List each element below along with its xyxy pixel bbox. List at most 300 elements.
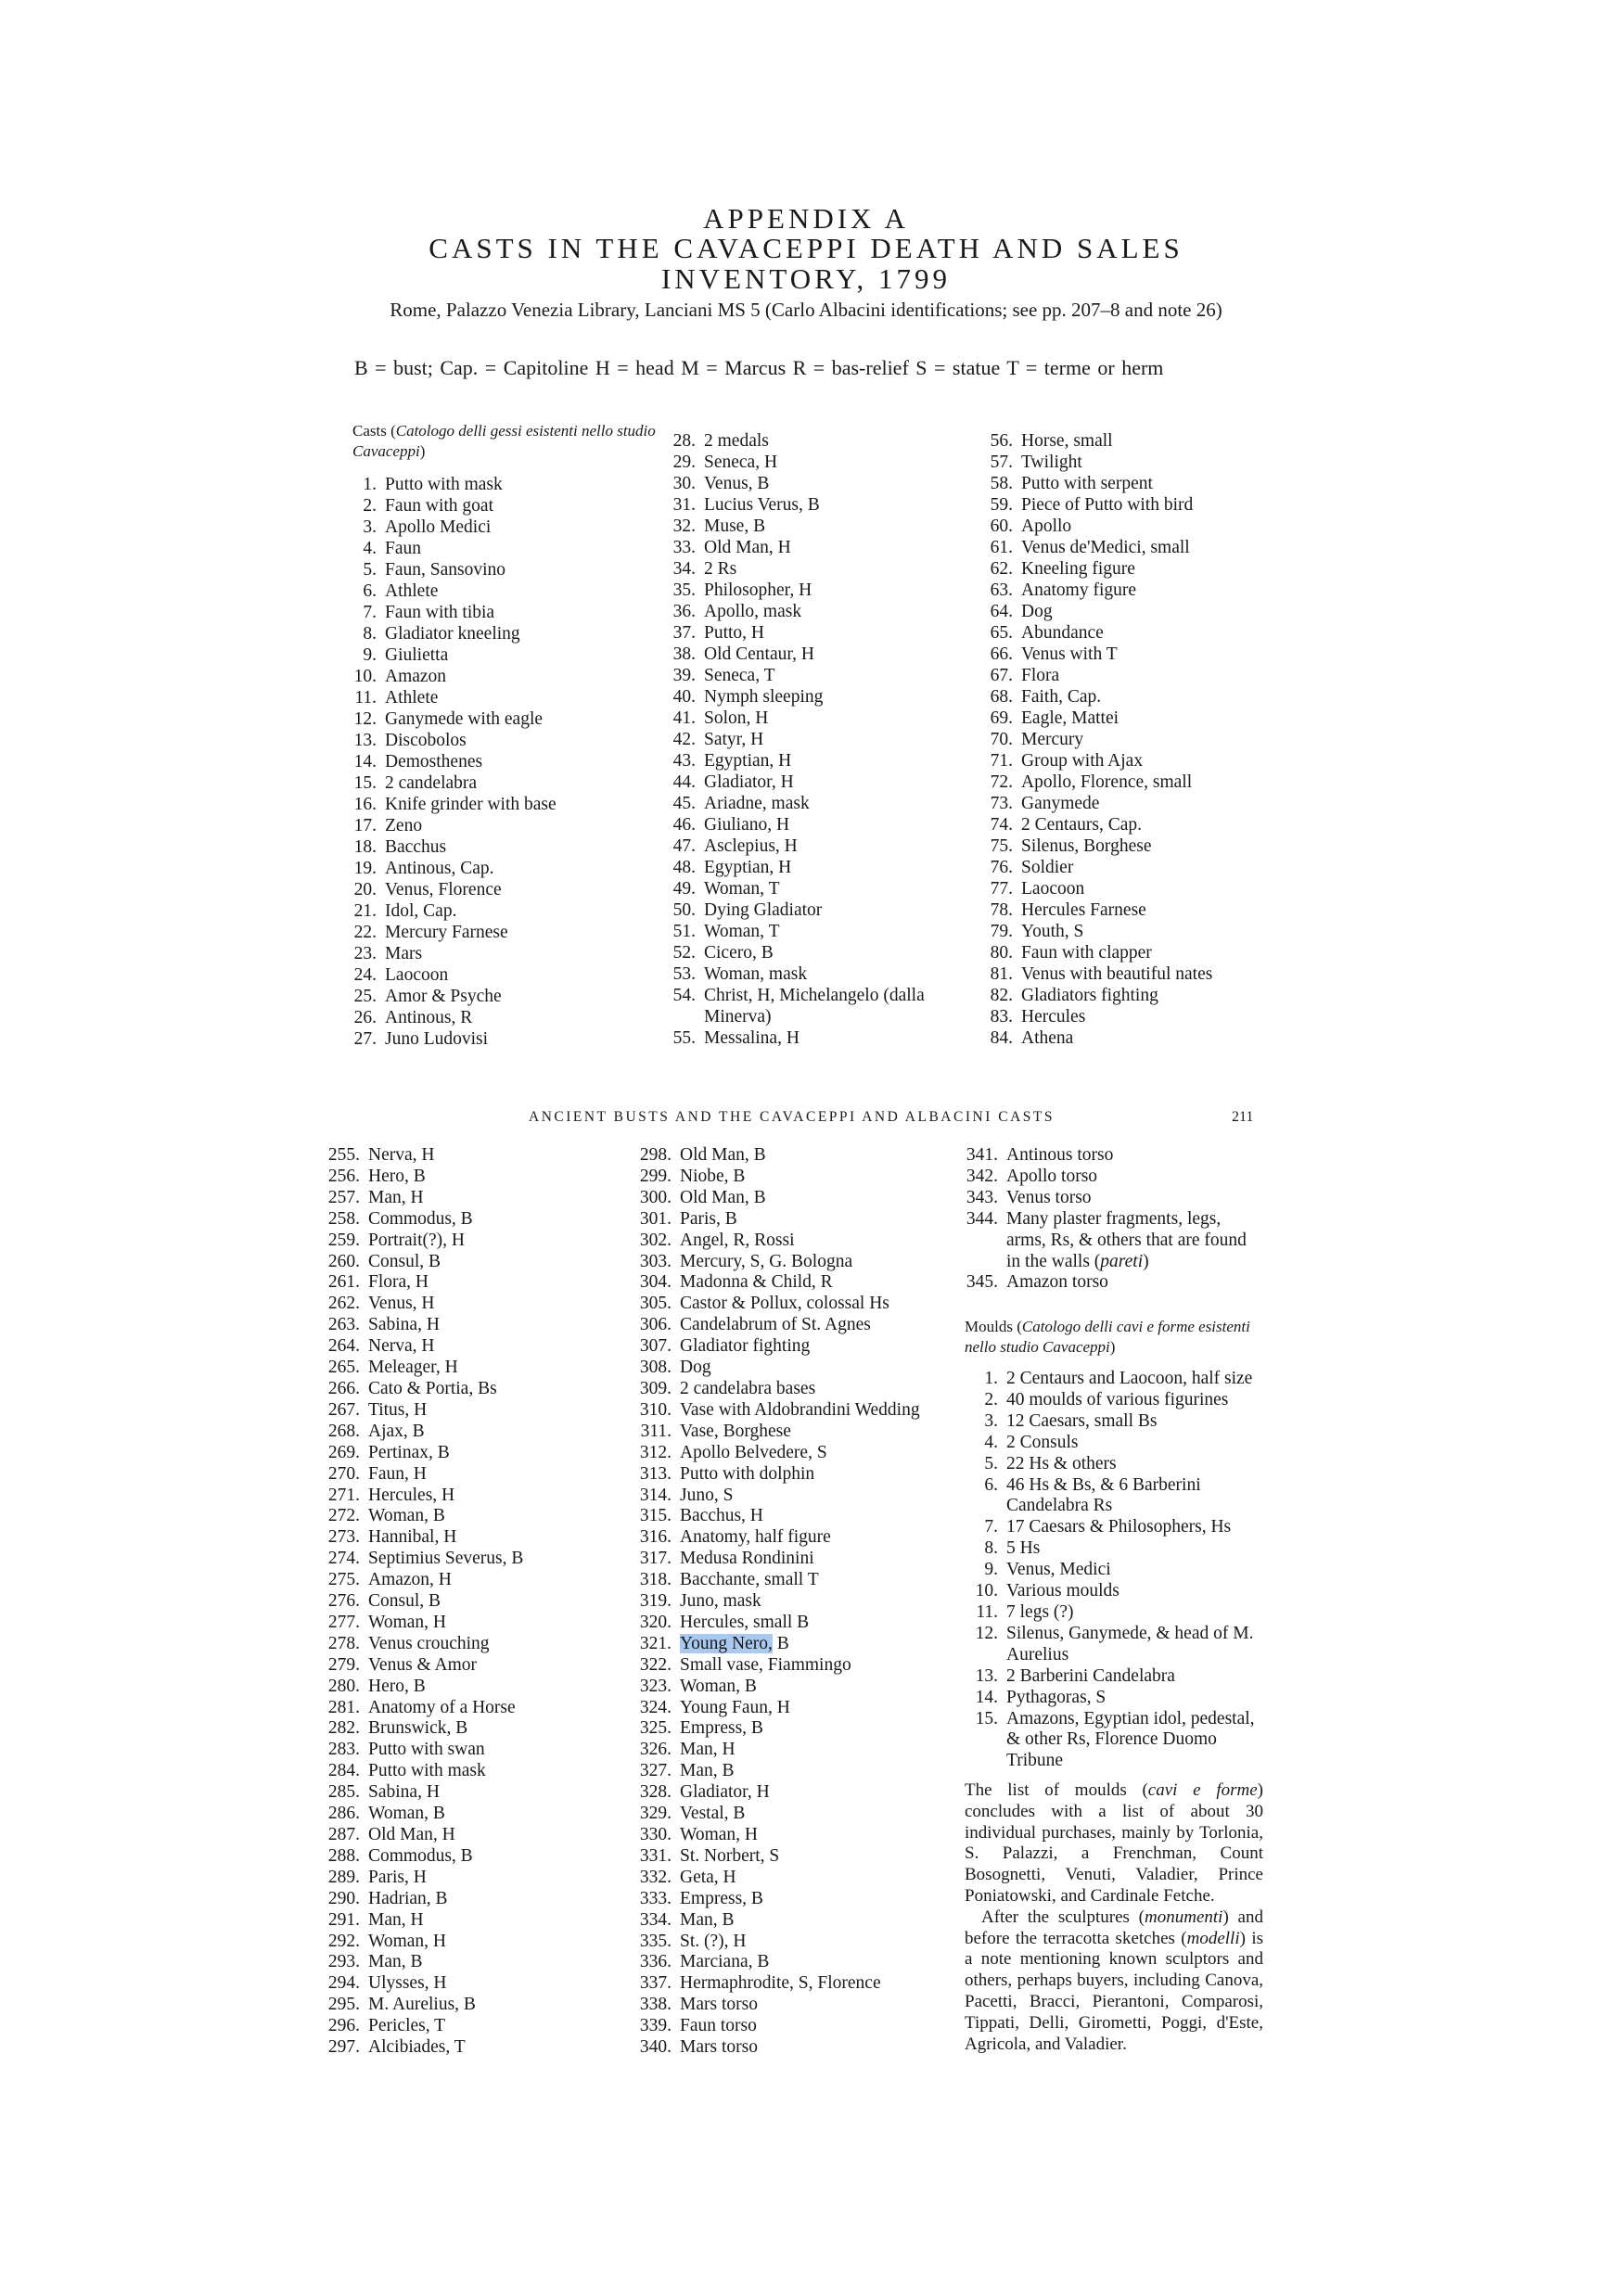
cast-item — [343, 1028, 621, 1050]
item-number: 30. — [672, 474, 696, 493]
appendix-title: APPENDIX A — [703, 202, 909, 235]
item-number: 286. — [327, 1804, 360, 1824]
item-number: 308. — [639, 1358, 672, 1378]
item-label: Paris, B — [680, 1208, 737, 1229]
cast-item — [343, 644, 621, 666]
item-number: 78. — [990, 900, 1013, 920]
moulds-heading-title: Catologo delli cavi e forme esistenti nello studio Cavaceppi — [965, 1318, 1250, 1356]
cast-item — [326, 1846, 605, 1868]
item-text — [672, 1400, 920, 1422]
item-text — [377, 794, 557, 815]
item-text — [696, 899, 822, 921]
item-number: 72. — [990, 772, 1013, 792]
item-label: Various moulds — [1006, 1581, 1119, 1601]
cast-item — [979, 644, 1295, 665]
moulds-heading-label: Moulds ( — [965, 1318, 1022, 1335]
item-text — [1013, 1006, 1085, 1027]
para1-text-b: ) concludes with a list of about 30 individual purchases, mainly by Torlonia, S. Palazzi, a Frenchman, Count Bosognetti, Venuti, Valadier, Prince Poniatowski, and Cardinale Fetche. — [965, 1780, 1263, 1906]
item-text — [360, 1761, 486, 1782]
item-label: Mars torso — [680, 1995, 758, 2015]
item-text — [1013, 686, 1101, 708]
item-text — [998, 1602, 1074, 1624]
item-label: 2 candelabra bases — [680, 1378, 816, 1398]
item-text — [672, 1252, 852, 1273]
item-text — [998, 1581, 1119, 1602]
item-number: 288. — [327, 1845, 360, 1866]
cast-item — [638, 1718, 953, 1740]
cast-item — [979, 878, 1295, 899]
item-text — [696, 708, 768, 729]
item-text — [360, 2037, 466, 2059]
item-number: 282. — [327, 1718, 360, 1739]
cast-item — [326, 1613, 605, 1634]
item-label: 2 Centaurs, Cap. — [1021, 815, 1142, 835]
item-number: 19. — [353, 859, 377, 878]
item-text — [1013, 814, 1142, 835]
item-label: Woman, B — [680, 1676, 757, 1696]
item-text — [672, 1570, 819, 1591]
cast-item — [343, 730, 621, 751]
item-label: Soldier — [1021, 858, 1074, 877]
item-label: 2 Centaurs and Laocoon, half size — [1006, 1369, 1253, 1388]
item-text — [360, 1570, 452, 1591]
item-text — [377, 495, 493, 517]
item-text — [360, 1464, 427, 1486]
item-text — [377, 623, 520, 644]
item-label: Faith, Cap. — [1021, 687, 1102, 707]
item-label: Hercules Farnese — [1021, 900, 1146, 920]
cast-item — [638, 1167, 953, 1188]
item-number: 329. — [639, 1804, 672, 1824]
mould-item — [965, 1709, 1263, 1773]
item-number: 54. — [672, 986, 696, 1005]
cast-item — [979, 750, 1295, 772]
cast-item — [326, 1868, 605, 1889]
item-number: 294. — [327, 1973, 360, 1994]
item-text — [696, 516, 765, 537]
cast-item — [638, 1145, 953, 1167]
item-text — [672, 1336, 810, 1358]
cast-item — [662, 644, 968, 665]
item-number: 3. — [363, 517, 377, 537]
cast-item — [343, 687, 621, 708]
item-label: Mercury — [1021, 730, 1084, 749]
item-text — [360, 1910, 424, 1932]
cast-item — [326, 1486, 605, 1507]
item-text — [377, 708, 543, 730]
item-number: 6. — [363, 581, 377, 601]
item-label: Hercules, H — [368, 1485, 455, 1505]
item-number: 76. — [990, 858, 1013, 877]
item-text — [998, 1560, 1111, 1581]
item-number: 40. — [672, 687, 696, 707]
cast-item — [979, 729, 1295, 750]
item-number: 310. — [639, 1399, 672, 1420]
item-text — [998, 1411, 1157, 1433]
item-text — [672, 1952, 769, 1973]
item-number: 256. — [327, 1166, 360, 1186]
item-number: 35. — [672, 580, 696, 600]
item-number: 324. — [639, 1697, 672, 1717]
item-text — [360, 1655, 477, 1677]
item-text — [360, 1782, 440, 1804]
cast-item — [965, 1272, 1263, 1294]
item-text — [1013, 921, 1083, 942]
item-text — [696, 452, 777, 473]
item-number: 18. — [353, 837, 377, 857]
mould-item — [965, 1390, 1263, 1411]
cast-item — [638, 1932, 953, 1953]
item-text — [672, 1379, 815, 1400]
cast-item — [326, 1464, 605, 1486]
item-label: 2 Consuls — [1006, 1432, 1079, 1452]
item-number: 12. — [353, 709, 377, 729]
item-label: Faun — [385, 539, 421, 558]
cast-item — [638, 1782, 953, 1804]
item-text — [360, 1400, 427, 1422]
appendix-subtitle-line2: INVENTORY, 1799 — [660, 262, 952, 295]
cast-item — [638, 1252, 953, 1273]
item-number: 27. — [353, 1029, 377, 1049]
casts-heading — [352, 421, 668, 462]
cast-item — [343, 580, 621, 602]
item-label: Titus, H — [368, 1399, 428, 1420]
mould-item — [965, 1688, 1263, 1709]
item-text — [672, 1272, 833, 1294]
cast-item — [979, 537, 1295, 558]
item-text — [672, 1846, 779, 1868]
item-number: 312. — [639, 1442, 672, 1462]
cast-item — [326, 1591, 605, 1613]
item-number: 25. — [353, 987, 377, 1006]
item-label: Zeno — [385, 816, 423, 835]
item-label: Young Faun, H — [680, 1697, 790, 1717]
item-text — [360, 1336, 434, 1358]
item-number: 8. — [984, 1538, 998, 1559]
item-text — [672, 1761, 735, 1782]
cast-item — [979, 857, 1295, 878]
item-label: Castor & Pollux, colossal Hs — [680, 1294, 889, 1314]
cast-item — [662, 601, 968, 622]
item-label: Hercules, small B — [680, 1612, 810, 1632]
item-text — [672, 1188, 766, 1209]
item-text — [360, 1272, 429, 1294]
item-text — [1013, 558, 1135, 580]
mould-item — [965, 1560, 1263, 1581]
item-number: 277. — [327, 1612, 360, 1632]
cast-item — [662, 835, 968, 857]
item-text — [360, 1252, 441, 1273]
item-label: Ganymede — [1021, 794, 1100, 813]
cast-item — [638, 1294, 953, 1315]
item-number: 22. — [353, 923, 377, 942]
cast-item — [326, 2037, 605, 2059]
item-label: Venus & Amor — [368, 1654, 477, 1675]
item-text — [377, 644, 448, 666]
item-text — [377, 964, 448, 986]
item-number: 12. — [975, 1623, 998, 1643]
item-label: Septimius Severus, B — [368, 1549, 524, 1569]
item-number: 16. — [353, 795, 377, 814]
item-label: Flora, H — [368, 1272, 429, 1293]
item-number: 301. — [639, 1208, 672, 1229]
mould-item — [965, 1581, 1263, 1602]
item-number: 6. — [984, 1474, 998, 1495]
item-text — [672, 2037, 758, 2059]
item-label: Portrait(?), H — [368, 1230, 465, 1250]
item-text — [1013, 1027, 1073, 1049]
cast-item — [638, 1506, 953, 1527]
item-text — [377, 687, 438, 708]
item-label: Kneeling figure — [1021, 559, 1135, 579]
item-label: 5 Hs — [1006, 1538, 1041, 1559]
cast-item — [638, 2016, 953, 2037]
item-text — [360, 1549, 523, 1570]
item-text — [672, 1145, 766, 1167]
item-text — [377, 602, 494, 623]
item-number: 316. — [639, 1527, 672, 1548]
item-number: 311. — [640, 1421, 672, 1441]
item-text — [1013, 729, 1083, 750]
item-label: Laocoon — [385, 965, 449, 985]
mould-item — [965, 1411, 1263, 1433]
mould-item — [965, 1475, 1263, 1518]
item-number: 7. — [984, 1517, 998, 1537]
cast-item — [662, 921, 968, 942]
item-number: 269. — [327, 1442, 360, 1462]
item-label: Old Centaur, H — [704, 644, 814, 664]
item-number: 10. — [975, 1581, 998, 1601]
item-number: 47. — [672, 836, 696, 856]
item-text — [998, 1167, 1097, 1188]
item-label: Man, B — [680, 1909, 735, 1930]
item-number: 302. — [639, 1230, 672, 1250]
item-label: Group with Ajax — [1021, 751, 1144, 771]
item-number: 34. — [672, 559, 696, 579]
cast-item — [326, 1167, 605, 1188]
item-text — [696, 857, 791, 878]
item-number: 71. — [990, 751, 1013, 771]
cast-item — [662, 814, 968, 835]
item-text — [1013, 494, 1193, 516]
item-number: 58. — [990, 474, 1013, 493]
item-text — [377, 517, 491, 538]
item-label: Niobe, B — [680, 1166, 746, 1186]
item-label: 40 moulds of various figurines — [1006, 1389, 1229, 1409]
cast-item — [979, 430, 1295, 452]
item-label: Woman, H — [368, 1612, 446, 1632]
cast-item — [343, 879, 621, 900]
cast-item — [662, 793, 968, 814]
item-number: 24. — [353, 965, 377, 985]
casts-column-2 — [662, 430, 968, 1049]
item-text — [377, 666, 446, 687]
item-number: 5. — [984, 1453, 998, 1473]
item-text — [360, 1613, 446, 1634]
item-number: 339. — [639, 2016, 672, 2036]
item-label: Faun, Sansovino — [385, 560, 506, 580]
item-text — [696, 729, 763, 750]
item-label: Geta, H — [680, 1867, 736, 1887]
cast-item — [638, 1422, 953, 1443]
item-label: Dog — [1021, 602, 1053, 621]
item-text — [998, 1688, 1106, 1709]
cast-item — [326, 1336, 605, 1358]
item-label-tail: ) — [1143, 1251, 1149, 1271]
item-number: 283. — [327, 1740, 360, 1760]
item-text — [360, 1846, 473, 1868]
item-number: 284. — [327, 1761, 360, 1781]
item-text — [672, 1718, 763, 1740]
cast-item — [326, 1570, 605, 1591]
cast-item — [662, 516, 968, 537]
cast-item — [979, 793, 1295, 814]
item-number: 270. — [327, 1463, 360, 1484]
item-text — [377, 879, 502, 900]
paragraph-moulds-purchases — [965, 1780, 1263, 1907]
cast-item — [326, 1400, 605, 1422]
cast-item — [638, 1889, 953, 1910]
item-label: Solon, H — [704, 708, 769, 728]
mould-item — [965, 1538, 1263, 1560]
item-number: 335. — [639, 1931, 672, 1951]
cast-item — [662, 622, 968, 644]
item-text — [360, 1973, 447, 1995]
item-number: 15. — [975, 1708, 998, 1728]
item-number: 317. — [639, 1549, 672, 1569]
item-text — [696, 665, 775, 686]
item-label: Woman, mask — [704, 964, 808, 984]
item-text — [1013, 750, 1143, 772]
item-text — [360, 2016, 445, 2037]
item-number: 3. — [984, 1410, 998, 1431]
cast-item — [326, 1761, 605, 1782]
item-label: Putto with serpent — [1021, 474, 1153, 493]
item-text — [377, 1028, 488, 1050]
item-text — [696, 921, 779, 942]
cast-item — [638, 1995, 953, 2016]
item-label: Faun with clapper — [1021, 943, 1152, 963]
item-text — [998, 1454, 1117, 1475]
mould-item — [965, 1433, 1263, 1454]
item-label: Venus de'Medici, small — [1021, 538, 1190, 557]
list2-column-1 — [326, 1145, 605, 2059]
cast-item — [662, 708, 968, 729]
item-number: 5. — [363, 560, 377, 580]
cast-item — [326, 1209, 605, 1231]
item-label: Brunswick, B — [368, 1718, 468, 1739]
item-label: Venus, Medici — [1006, 1560, 1111, 1580]
item-number: 342. — [966, 1166, 998, 1186]
cast-item — [343, 517, 621, 538]
item-label: Cicero, B — [704, 943, 774, 963]
cast-item — [979, 601, 1295, 622]
item-text — [672, 1315, 871, 1336]
cast-item — [979, 985, 1295, 1006]
item-label: Ajax, B — [368, 1421, 425, 1441]
cast-item — [662, 580, 968, 601]
item-text — [1013, 963, 1212, 985]
item-label: Dying Gladiator — [704, 900, 823, 920]
item-number: 11. — [354, 688, 377, 708]
item-label: St. Norbert, S — [680, 1845, 780, 1866]
item-label: Meleager, H — [368, 1358, 458, 1378]
casts-heading-close: ) — [419, 442, 426, 460]
item-label: Giuliano, H — [704, 815, 790, 835]
item-text — [377, 538, 421, 559]
item-text — [696, 580, 812, 601]
item-text — [696, 558, 736, 580]
cast-item — [662, 430, 968, 452]
cast-item — [326, 1506, 605, 1527]
item-label: Pythagoras, S — [1006, 1687, 1107, 1707]
cast-item — [662, 729, 968, 750]
cast-item — [662, 1027, 968, 1049]
para2-text-b: ) and before the terracotta sketches ( — [965, 1907, 1263, 1948]
item-number: 64. — [990, 602, 1013, 621]
item-number: 321. — [639, 1633, 672, 1653]
item-text — [672, 1782, 770, 1804]
item-label: Apollo Belvedere, S — [680, 1442, 827, 1462]
cast-item — [979, 942, 1295, 963]
item-label: Mars torso — [680, 2037, 758, 2058]
item-label: Many plaster fragments, legs, arms, Rs, & others that are found in the walls ( — [1006, 1208, 1247, 1271]
item-text — [672, 1591, 761, 1613]
para2-text-a: After the sculptures ( — [981, 1907, 1145, 1927]
item-text — [998, 1390, 1228, 1411]
item-number: 83. — [990, 1007, 1013, 1027]
item-number: 69. — [990, 708, 1013, 728]
item-number: 268. — [327, 1421, 360, 1441]
casts-heading-label: Casts ( — [352, 422, 396, 440]
cast-item — [662, 878, 968, 899]
item-number: 7. — [363, 603, 377, 622]
item-label: Faun, H — [368, 1463, 427, 1484]
item-text — [377, 836, 446, 858]
cast-item — [662, 665, 968, 686]
item-number: 276. — [327, 1591, 360, 1612]
item-number: 289. — [327, 1867, 360, 1887]
item-number: 52. — [672, 943, 696, 963]
item-text — [360, 1231, 465, 1252]
item-text — [1013, 644, 1118, 665]
cast-item — [326, 1932, 605, 1953]
cast-item — [638, 1973, 953, 1995]
item-label: Small vase, Fiammingo — [680, 1654, 851, 1675]
cast-item — [638, 1443, 953, 1464]
item-number: 29. — [672, 453, 696, 472]
item-label: St. (?), H — [680, 1931, 747, 1951]
cast-item — [326, 1422, 605, 1443]
item-label: Bacchante, small T — [680, 1570, 819, 1590]
item-number: 274. — [327, 1549, 360, 1569]
cast-item — [662, 686, 968, 708]
item-label: Apollo, Florence, small — [1021, 772, 1193, 792]
item-number: 296. — [327, 2016, 360, 2036]
cast-item — [965, 1209, 1263, 1273]
item-text — [696, 494, 820, 516]
cast-item — [638, 1677, 953, 1698]
item-label: Piece of Putto with bird — [1021, 495, 1194, 515]
item-number: 300. — [639, 1187, 672, 1207]
item-text — [360, 1889, 448, 1910]
item-label: Laocoon — [1021, 879, 1085, 899]
item-text — [672, 1506, 763, 1527]
cast-item — [326, 1655, 605, 1677]
item-label: 2 Rs — [704, 559, 737, 579]
item-number: 336. — [639, 1952, 672, 1972]
item-text — [998, 1666, 1175, 1688]
